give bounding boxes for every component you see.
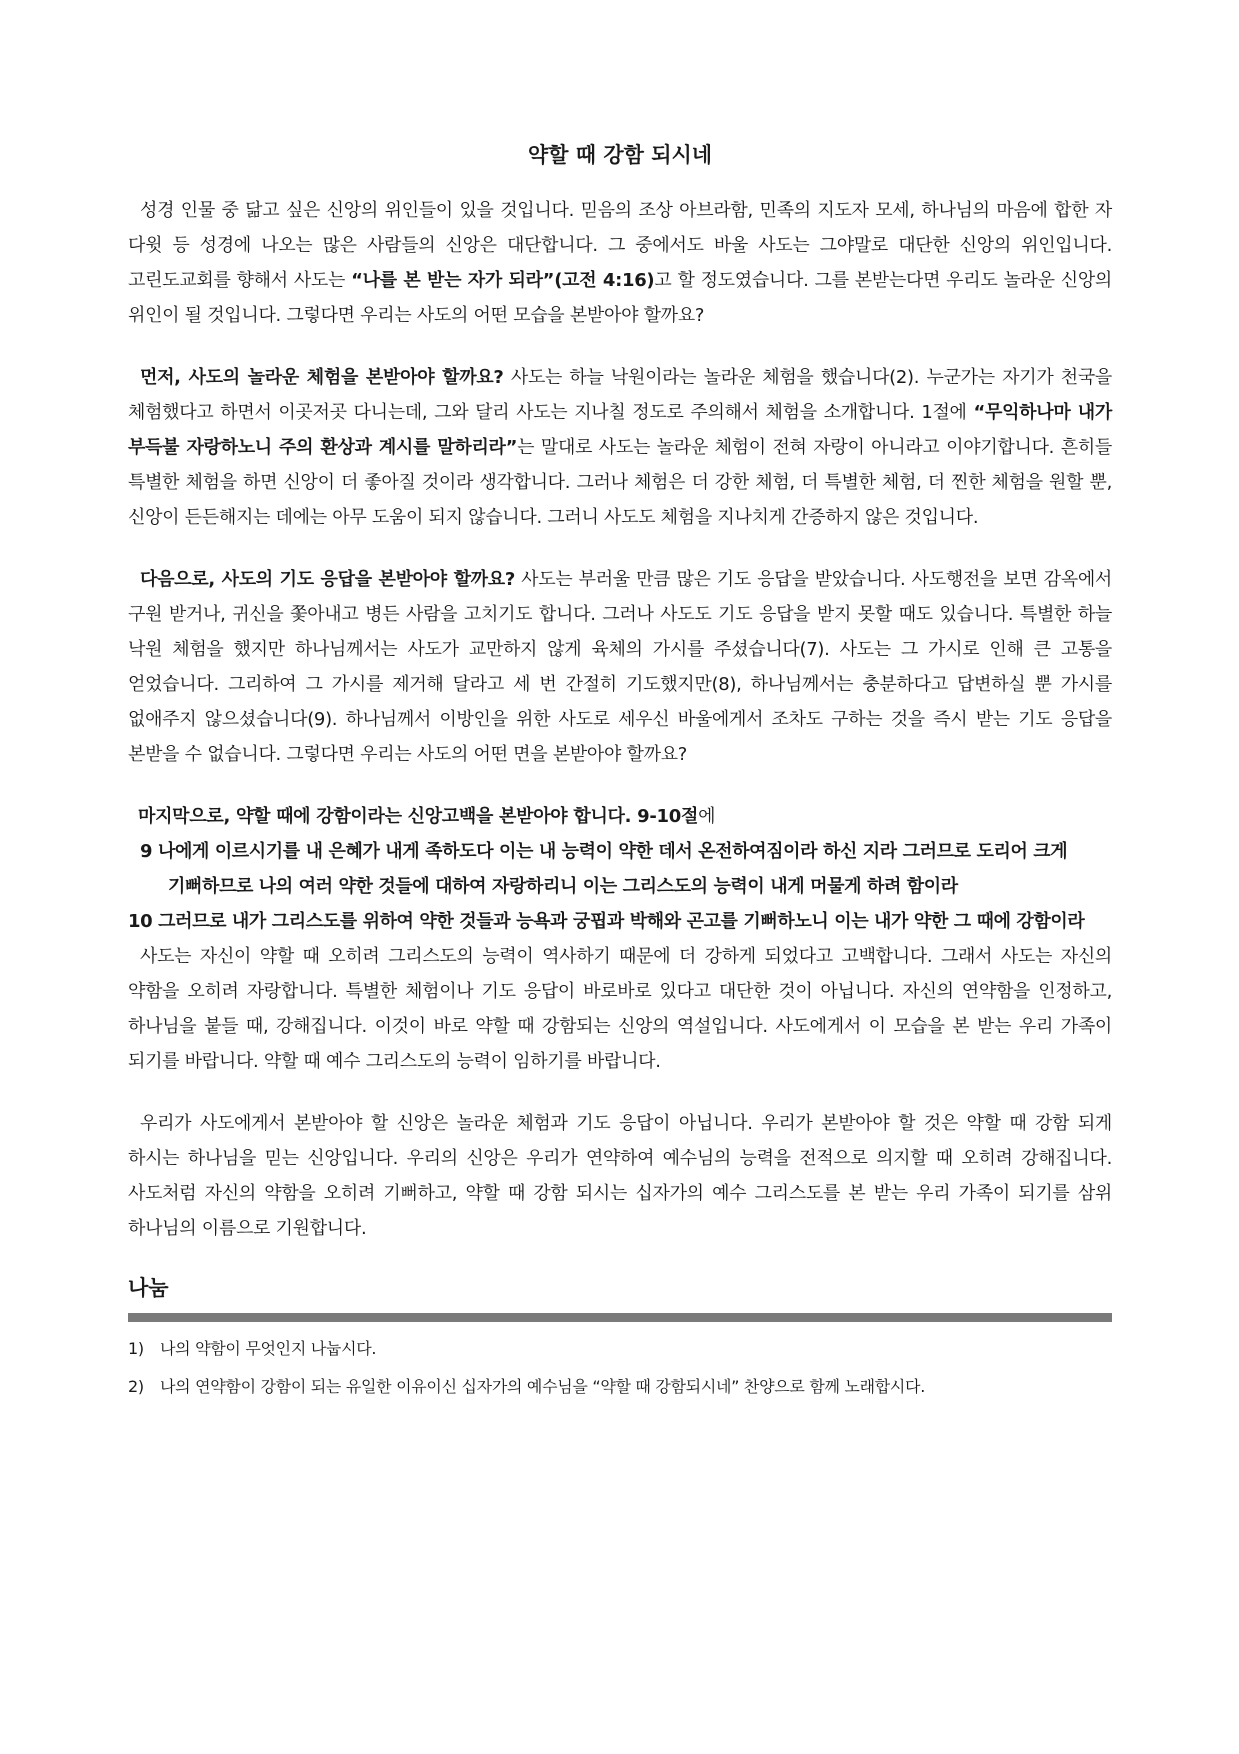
sharing-heading: 나눔 xyxy=(128,1276,169,1300)
section1-text1: 사도는 하늘 낙원이라는 놀라운 체험을 했습니다(2). 누군가는 자기가 천국을 체험했다고 하면서 이곳저곳 다니는데, 그와 달리 사도는 지나칠 정도로 주의해서 체험을 소개합니다. 1절에 xyxy=(128,367,1112,423)
section1-lead: 먼저, 사도의 놀라운 체험을 본받아야 할까요? xyxy=(140,367,504,388)
sharing-item-number: 2) xyxy=(128,1377,144,1396)
sharing-item xyxy=(128,1334,1112,1364)
sharing-item-text: 나의 연약함이 강함이 되는 유일한 이유이신 십자가의 예수님을 “약할 때 강함되시네” 찬양으로 함께 노래합시다. xyxy=(160,1377,926,1396)
intro-rest: 고 할 정도였습니다. 그를 본받는다면 우리도 놀라운 신앙의 위인이 될 것입니다. 그렇다면 우리는 사도의 어떤 모습을 본받아야 할까요? xyxy=(128,270,1112,326)
document-title: 약할 때 강함 되시네 xyxy=(527,143,713,167)
section2-paragraph xyxy=(128,562,1112,772)
section3-lead-tail: 에 xyxy=(698,806,716,827)
sharing-divider xyxy=(128,1313,1112,1322)
intro-quote: “나를 본 받는 자가 되라”(고전 4:16) xyxy=(351,270,655,291)
section3-intro xyxy=(128,799,1112,834)
section3-paragraph: 사도는 자신이 약할 때 오히려 그리스도의 능력이 역사하기 때문에 더 강하게 되었다고 고백합니다. 그래서 사도는 자신의 약함을 오히려 자랑합니다. 특별한 체험이나 기도 응답이 바로바로 있다고 대단한 것이 아닙니다. 자신의 연약함을 인정하고, 하나님을 붙들 때, 강해집니다. 이것이 바로 약할 때 강함되는 신앙의 역설입니다. 사도에게서 이 모습을 본 받는 우리 가족이 되기를 바랍니다. 약할 때 예수 그리스도의 능력이 임하기를 바랍니다. xyxy=(128,946,1112,1072)
section2-lead: 다음으로, 사도의 기도 응답을 본받아야 할까요? xyxy=(140,569,515,590)
intro-text: 성경 인물 중 닮고 싶은 신앙의 위인들이 있을 것입니다. 믿음의 조상 아브라함, 민족의 지도자 모세, 하나님의 마음에 합한 자 다윗 등 성경에 나오는 많은 사람들의 신앙은 대단합니다. 그 중에서도 바울 사도는 그야말로 대단한 신앙의 위인입니다. 고린도교회를 향해서 사도는 xyxy=(128,200,1112,291)
section1-text2: 는 말대로 사도는 놀라운 체험이 전혀 자랑이 아니라고 이야기합니다. 흔히들 특별한 체험을 하면 신앙이 더 좋아질 것이라 생각합니다. 그러나 체험은 더 강한 체험, 더 특별한 체험, 더 찐한 체험을 원할 뿐, 신앙이 든든해지는 데에는 아무 도움이 되지 않습니다. 그러니 사도도 체험을 지나치게 간증하지 않은 것입니다. xyxy=(128,437,1112,528)
sharing-item xyxy=(128,1372,1112,1402)
verse-10: 10 그러므로 내가 그리스도를 위하여 약한 것들과 능욕과 궁핍과 박해와 곤고를 기뻐하노니 이는 내가 약한 그 때에 강함이라 xyxy=(128,911,1085,932)
section3-lead: 마지막으로, 약할 때에 강함이라는 신앙고백을 본받아야 합니다. 9-10절 xyxy=(138,806,699,827)
document-page xyxy=(128,140,1112,1410)
section2-text: 사도는 부러울 만큼 많은 기도 응답을 받았습니다. 사도행전을 보면 감옥에서 구원 받거나, 귀신을 쫓아내고 병든 사람을 고치기도 합니다. 그러나 사도도 기도 응답을 받지 못할 때도 있습니다. 특별한 하늘 낙원 체험을 했지만 하나님께서는 사도가 교만하지 않게 육체의 가시를 주셨습니다(7). 사도는 그 가시로 인해 큰 고통을 얻었습니다. 그리하여 그 가시를 제거해 달라고 세 번 간절히 기도했지만(8), 하나님께서는 충분하다고 답변하실 뿐 가시를 없애주지 않으셨습니다(9). 하나님께서 이방인을 위한 사도로 세우신 바울에게서 조차도 구하는 것을 즉시 받는 기도 응답을 본받을 수 없습니다. 그렇다면 우리는 사도의 어떤 면을 본받아야 할까요? xyxy=(128,569,1112,765)
conclusion-paragraph: 우리가 사도에게서 본받아야 할 신앙은 놀라운 체험과 기도 응답이 아닙니다. 우리가 본받아야 할 것은 약할 때 강함 되게 하시는 하나님을 믿는 신앙입니다. 우리의 신앙은 우리가 연약하여 예수님의 능력을 전적으로 의지할 때 오히려 강해집니다. 사도처럼 자신의 약함을 오히려 기뻐하고, 약할 때 강함 되시는 십자가의 예수 그리스도를 본 받는 우리 가족이 되기를 삼위 하나님의 이름으로 기원합니다. xyxy=(128,1113,1112,1239)
intro-paragraph xyxy=(128,193,1112,333)
section1-paragraph xyxy=(128,360,1112,535)
sharing-item-text: 나의 약함이 무엇인지 나눕시다. xyxy=(160,1339,377,1358)
verse-9: 9 나에게 이르시기를 내 은혜가 내게 족하도다 이는 내 능력이 약한 데서 온전하여짐이라 하신 지라 그러므로 도리어 크게 기뻐하므로 나의 여러 약한 것들에 대하여 자랑하리니 이는 그리스도의 능력이 내게 머물게 하려 함이라 xyxy=(140,841,1068,897)
section1-quote: “무익하나마 내가 부득불 자랑하노니 주의 환상과 계시를 말하리라” xyxy=(128,402,1112,458)
sharing-item-number: 1) xyxy=(128,1339,144,1358)
